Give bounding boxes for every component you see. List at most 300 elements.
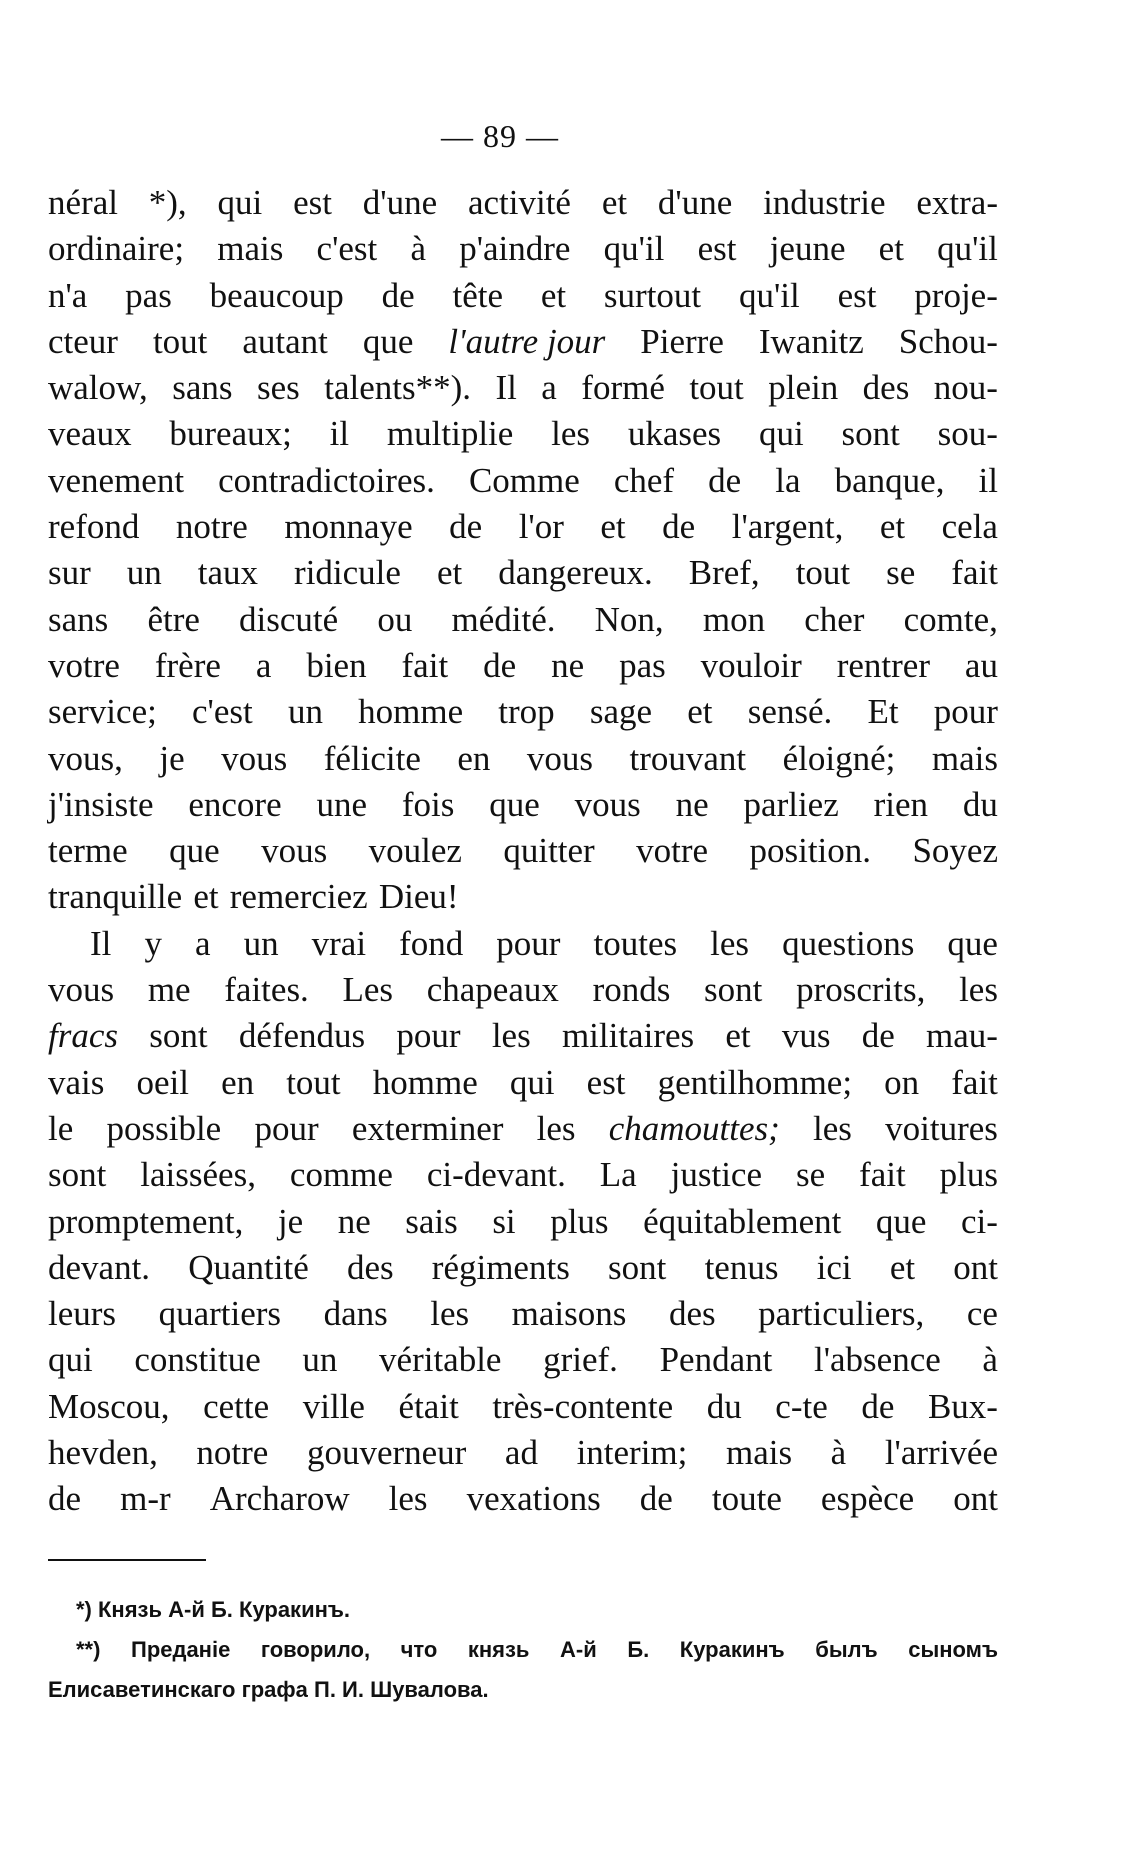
word: nou-	[933, 368, 998, 408]
word: que	[947, 923, 998, 963]
word: hevden,	[48, 1433, 158, 1473]
word: Et	[867, 692, 899, 732]
word: les	[536, 1108, 576, 1148]
word: sont	[608, 1247, 667, 1287]
word: notre	[196, 1433, 269, 1473]
word: fait	[951, 1062, 998, 1102]
word: les	[813, 1108, 852, 1148]
word: proscrits,	[796, 970, 926, 1010]
word: remerciez	[229, 877, 368, 917]
word: c-te	[775, 1386, 828, 1426]
word: Pierre	[640, 321, 724, 361]
word: plein	[768, 368, 839, 408]
word: que	[875, 1201, 927, 1241]
word: monnaye	[284, 507, 413, 547]
word: ici	[816, 1247, 852, 1287]
text-line	[48, 365, 998, 411]
word: votre	[636, 831, 709, 871]
word: ses	[256, 368, 300, 408]
word: devant.	[48, 1247, 151, 1287]
word: service;	[48, 692, 157, 732]
word: Bref,	[688, 553, 760, 593]
word: Bux-	[927, 1386, 998, 1426]
word: encore	[188, 784, 282, 824]
word: Comme	[468, 460, 580, 500]
word: qu'il	[937, 229, 998, 269]
word: talents**).	[324, 368, 471, 408]
word: sans	[172, 368, 233, 408]
text-line	[48, 689, 998, 735]
word: notre	[175, 507, 248, 547]
word: *),	[148, 183, 187, 222]
word: fois	[401, 784, 455, 824]
word: et	[540, 275, 567, 315]
word: dangereux.	[498, 553, 653, 593]
word: justice	[670, 1155, 763, 1195]
word: contradictoires.	[218, 460, 435, 500]
word: fait	[401, 645, 449, 685]
word: est	[837, 275, 877, 315]
word: et	[879, 507, 906, 547]
word: banque,	[834, 460, 945, 500]
word: pour	[496, 923, 561, 963]
word: et	[601, 183, 628, 222]
word: sont	[149, 1016, 208, 1056]
word: sage	[589, 692, 653, 732]
word: taux	[197, 553, 259, 593]
word: est	[586, 1062, 626, 1102]
word: tout	[152, 321, 208, 361]
word: mais	[217, 229, 284, 269]
word: y	[144, 923, 162, 963]
word: sais	[405, 1201, 458, 1241]
text-line	[48, 597, 998, 643]
word: ce	[966, 1294, 998, 1334]
word: industrie	[763, 183, 886, 222]
word: de	[381, 275, 415, 315]
word: toutes	[593, 923, 678, 963]
word: pas	[619, 645, 666, 685]
text-line	[48, 226, 998, 272]
footnote-1: *) Князь А-й Б. Куракинъ.	[76, 1597, 351, 1622]
word: Il	[495, 368, 517, 408]
word: particuliers,	[758, 1294, 925, 1334]
word: pas	[125, 275, 172, 315]
word: exterminer	[351, 1108, 504, 1148]
word: à	[982, 1340, 998, 1380]
word: Dieu!	[378, 877, 459, 917]
word: cela	[941, 507, 998, 547]
text-line	[48, 1384, 998, 1430]
word: en	[221, 1062, 255, 1102]
word: que	[169, 831, 220, 871]
word: Pendant	[659, 1340, 773, 1380]
word: walow,	[48, 368, 148, 408]
word: Il	[90, 923, 112, 963]
word: un	[126, 553, 162, 593]
text-line	[48, 504, 998, 550]
italic-word: chamouttes;	[608, 1108, 780, 1148]
word: en	[457, 738, 491, 778]
text-line	[48, 1245, 998, 1291]
body-text	[48, 180, 998, 1523]
word: me	[147, 970, 191, 1010]
word: des	[862, 368, 910, 408]
word: activité	[467, 183, 571, 222]
word: éloigné;	[782, 738, 896, 778]
word: être	[147, 599, 200, 639]
word: je	[277, 1201, 304, 1241]
word: fait	[859, 1155, 906, 1195]
word: voulez	[368, 831, 462, 871]
word: les	[430, 1294, 470, 1334]
word: de	[48, 1479, 82, 1519]
word: le	[48, 1108, 74, 1148]
page-number: — 89 —	[441, 118, 559, 154]
word: on	[884, 1062, 920, 1102]
word: tout	[795, 553, 851, 593]
word: n'a	[48, 275, 88, 315]
word: dans	[323, 1294, 388, 1334]
text-line	[48, 1013, 998, 1059]
word: bien	[306, 645, 367, 685]
word: oeil	[136, 1062, 189, 1102]
word: mau-	[926, 1016, 998, 1056]
word: tranquille	[48, 877, 183, 917]
word: sou-	[937, 414, 998, 454]
word: qu'il	[738, 275, 800, 315]
footnote-separator	[48, 1559, 206, 1561]
word: venement	[48, 460, 185, 500]
word: vous	[574, 784, 641, 824]
word: sont	[48, 1155, 107, 1195]
word: chef	[613, 460, 675, 500]
word: pour	[933, 692, 998, 732]
word: de	[449, 507, 483, 547]
word: de	[483, 645, 517, 685]
text-line	[48, 874, 998, 920]
word: un	[243, 923, 279, 963]
word: à	[410, 229, 427, 269]
word: fond	[399, 923, 464, 963]
word: La	[599, 1155, 637, 1195]
word: régiments	[431, 1247, 570, 1287]
footnote-2	[48, 1630, 998, 1670]
word: de	[639, 1479, 673, 1519]
word: est	[293, 183, 332, 222]
word: sont	[841, 414, 900, 454]
text-line	[48, 921, 998, 967]
word: Schou-	[898, 321, 998, 361]
text-line	[48, 1199, 998, 1245]
word: leurs	[48, 1294, 117, 1334]
word: quitter	[503, 831, 595, 871]
word: maisons	[511, 1294, 627, 1334]
footnote-word: А-й	[560, 1637, 597, 1662]
footnote-word: **)	[76, 1637, 101, 1662]
word: est	[697, 229, 737, 269]
word: des	[346, 1247, 394, 1287]
word: et	[193, 877, 219, 917]
word: de	[662, 507, 696, 547]
word: c'est	[192, 692, 253, 732]
italic-word: l'autre jour	[448, 321, 606, 361]
word: sont	[704, 970, 763, 1010]
word: rien	[873, 784, 929, 824]
word: bureaux;	[169, 414, 292, 454]
word: qu'il	[603, 229, 665, 269]
word: plus	[550, 1201, 609, 1241]
text-line	[48, 458, 998, 504]
word: il	[978, 460, 998, 500]
word: ukases	[627, 414, 722, 454]
word: et	[436, 553, 463, 593]
word: tout	[286, 1062, 341, 1102]
word: a	[255, 645, 272, 685]
word: qui	[48, 1340, 93, 1380]
text-line	[48, 967, 998, 1013]
text-line	[48, 1106, 998, 1152]
word: comme	[289, 1155, 393, 1195]
word: proje-	[914, 275, 998, 315]
word: ont	[953, 1247, 998, 1287]
word: cette	[203, 1386, 270, 1426]
word: ou	[377, 599, 413, 639]
word: beaucoup	[209, 275, 344, 315]
word: qui	[758, 414, 804, 454]
word: quartiers	[158, 1294, 282, 1334]
word: veaux	[48, 414, 132, 454]
word: militaires	[561, 1016, 695, 1056]
word: ad	[504, 1433, 538, 1473]
word: possible	[106, 1108, 222, 1148]
word: les	[388, 1479, 428, 1519]
footnote-word: Б.	[627, 1637, 650, 1662]
text-line	[48, 736, 998, 782]
word: comte,	[903, 599, 998, 639]
word: et	[878, 229, 904, 269]
text-line	[48, 1337, 998, 1383]
footnote-word: Куракинъ	[679, 1637, 785, 1662]
word: trop	[498, 692, 555, 732]
word: position.	[749, 831, 872, 871]
word: l'arrivée	[884, 1433, 998, 1473]
word: mon	[702, 599, 766, 639]
word: formé	[581, 368, 665, 408]
word: constitue	[134, 1340, 261, 1380]
word: l'absence	[813, 1340, 941, 1380]
word: espèce	[820, 1479, 915, 1519]
word: vous	[526, 738, 594, 778]
text-line	[48, 1291, 998, 1337]
word: défendus	[238, 1016, 366, 1056]
word: ne	[551, 645, 585, 685]
word: ville	[302, 1386, 365, 1426]
word: sensé.	[747, 692, 833, 732]
word: m-r	[120, 1479, 171, 1519]
word: ci-devant.	[426, 1155, 566, 1195]
word: surtout	[603, 275, 702, 315]
word: vous	[48, 970, 115, 1010]
word: ont	[953, 1479, 998, 1519]
word: jeune	[769, 229, 846, 269]
word: un	[302, 1340, 338, 1380]
word: cteur	[48, 321, 118, 361]
word: de	[861, 1016, 895, 1056]
word: un	[287, 692, 323, 732]
word: fait	[951, 553, 998, 593]
word: l'argent,	[731, 507, 844, 547]
word: les	[959, 970, 998, 1010]
word: très-contente	[492, 1386, 674, 1426]
word: tête	[452, 275, 503, 315]
word: les	[710, 923, 750, 963]
word: au	[964, 645, 998, 685]
word: se	[886, 553, 916, 593]
word: a	[194, 923, 211, 963]
word: les	[551, 414, 591, 454]
word: voitures	[885, 1108, 998, 1148]
word: interim;	[576, 1433, 688, 1473]
word: et	[687, 692, 713, 732]
text-line	[48, 319, 998, 365]
text-line	[48, 1060, 998, 1106]
word: vous	[221, 738, 288, 778]
word: il	[329, 414, 350, 454]
word: gentilhomme;	[657, 1062, 853, 1102]
word: vouloir	[700, 645, 802, 685]
word: autant	[242, 321, 328, 361]
word: Iwanitz	[758, 321, 864, 361]
word: toute	[711, 1479, 782, 1519]
word: plus	[939, 1155, 998, 1195]
footnote-2-continuation: Елисаветинскаго графа П. И. Шувалова.	[48, 1677, 489, 1702]
text-line	[48, 1152, 998, 1198]
word: cher	[804, 599, 865, 639]
word: frère	[154, 645, 221, 685]
word: faites.	[224, 970, 309, 1010]
word: les	[491, 1016, 531, 1056]
word: parliez	[743, 784, 839, 824]
footnote-word: сыномъ	[908, 1637, 998, 1662]
word: ordinaire;	[48, 229, 185, 269]
word: a	[541, 368, 557, 408]
word: homme	[358, 692, 464, 732]
text-line	[48, 643, 998, 689]
word: sans	[48, 599, 109, 639]
word: mais	[931, 738, 998, 778]
word: Les	[342, 970, 394, 1010]
word: véritable	[379, 1340, 502, 1380]
word: p'aindre	[459, 229, 571, 269]
word: équitablement	[643, 1201, 842, 1241]
text-line	[48, 550, 998, 596]
word: ne	[675, 784, 709, 824]
word: néral	[48, 183, 118, 222]
word: discuté	[239, 599, 339, 639]
footnotes	[48, 1590, 998, 1710]
word: une	[316, 784, 368, 824]
word: sur	[48, 553, 91, 593]
word: vais	[48, 1062, 105, 1102]
word: je	[159, 738, 185, 778]
word: promptement,	[48, 1201, 244, 1241]
footnote-word: что	[400, 1637, 438, 1662]
word: homme	[372, 1062, 478, 1102]
word: chapeaux	[426, 970, 559, 1010]
word: extra-	[916, 183, 998, 222]
word: vous	[261, 831, 328, 871]
word: j'insiste	[48, 784, 154, 824]
word: vrai	[311, 923, 367, 963]
word: si	[492, 1201, 516, 1241]
word: et	[889, 1247, 916, 1287]
word: ne	[337, 1201, 371, 1241]
word: votre	[48, 645, 120, 685]
text-line	[48, 1430, 998, 1476]
word: vus	[781, 1016, 831, 1056]
word: refond	[48, 507, 140, 547]
word: était	[398, 1386, 459, 1426]
word: la	[775, 460, 801, 500]
word: ci-	[960, 1201, 998, 1241]
word: gouverneur	[306, 1433, 467, 1473]
word: d'une	[362, 183, 438, 222]
word: et	[725, 1016, 751, 1056]
text-line	[48, 180, 998, 226]
word: du	[706, 1386, 742, 1426]
footnote-word: Преданіе	[131, 1637, 231, 1662]
word: médité.	[451, 599, 556, 639]
footnote-word: былъ	[815, 1637, 878, 1662]
word: trouvant	[629, 738, 747, 778]
word: que	[362, 321, 414, 361]
text-line	[48, 1476, 998, 1522]
word: l'or	[518, 507, 564, 547]
text-line	[48, 782, 998, 828]
word: que	[489, 784, 540, 824]
word: vous,	[48, 738, 123, 778]
word: ridicule	[294, 553, 401, 593]
text-line	[48, 273, 998, 319]
word: pour	[254, 1108, 319, 1148]
word: se	[795, 1155, 826, 1195]
word: Archarow	[209, 1479, 350, 1519]
text-line	[48, 411, 998, 457]
word: Quantité	[188, 1247, 309, 1287]
word: du	[962, 784, 998, 824]
word: qui	[217, 183, 263, 222]
word: et	[600, 507, 626, 547]
word: multiplie	[386, 414, 514, 454]
word: rentrer	[836, 645, 930, 685]
word: de	[861, 1386, 895, 1426]
word: tout	[689, 368, 744, 408]
word: des	[668, 1294, 716, 1334]
word: Non,	[594, 599, 664, 639]
word: Moscou,	[48, 1386, 170, 1426]
text-line	[48, 828, 998, 874]
footnote-word: говорило,	[260, 1637, 371, 1662]
word: vexations	[466, 1479, 601, 1519]
word: tenus	[704, 1247, 779, 1287]
word: qui	[509, 1062, 555, 1102]
footnote-word: князь	[467, 1637, 530, 1662]
word: laissées,	[140, 1155, 256, 1195]
word: questions	[782, 923, 915, 963]
word: à	[830, 1433, 847, 1473]
word: d'une	[657, 183, 733, 222]
